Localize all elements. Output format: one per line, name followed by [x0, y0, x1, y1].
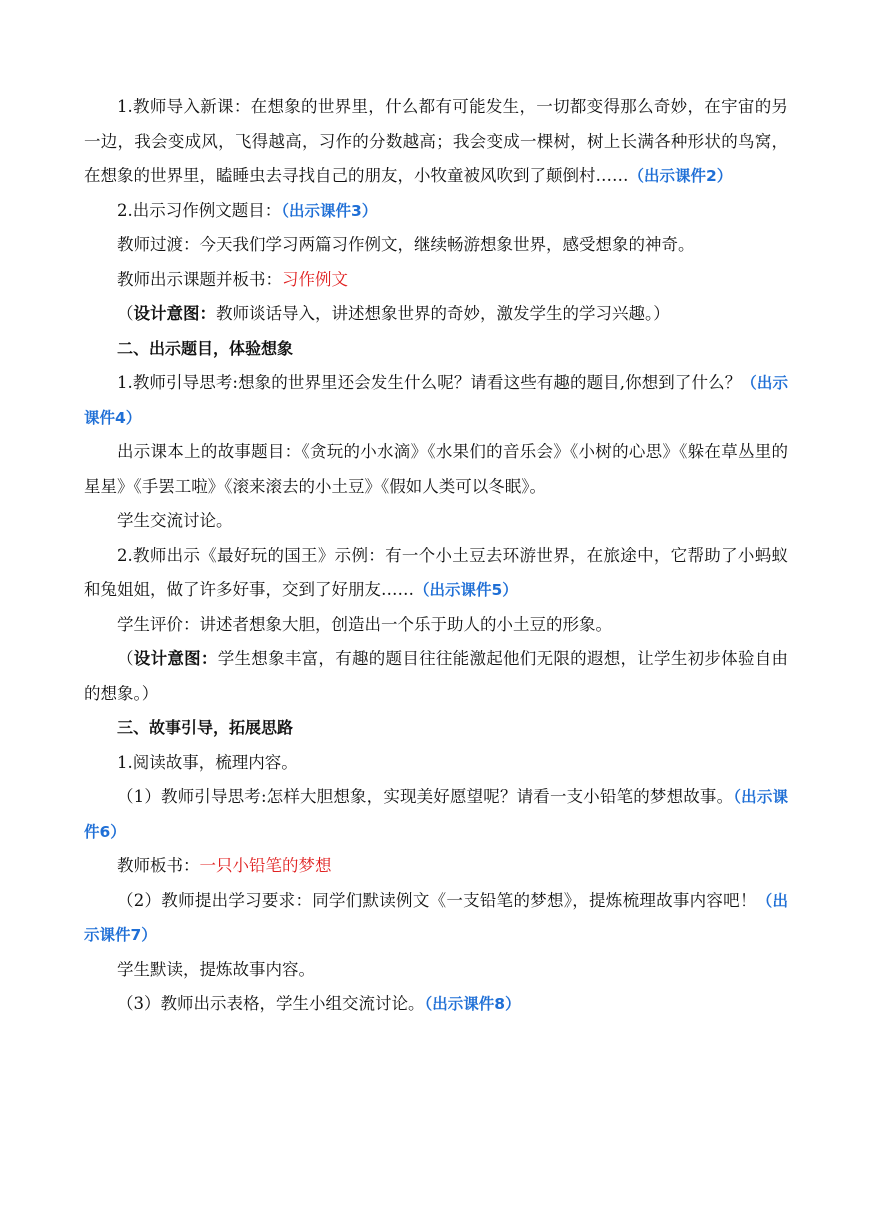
courseware-ref: （出示课件3） [281, 201, 378, 220]
courseware-ref: （出示课件7） [84, 891, 788, 944]
paragraph-pencil-story: （1）教师引导思考:怎样大胆想象，实现美好愿望呢？请看一支小铅笔的梦想故事。（出示课件6） [84, 787, 788, 841]
board-writing: 习作例文 [282, 269, 348, 289]
design-intent: （设计意图：教师谈话导入，讲述想象世界的奇妙，激发学生的学习兴趣。） [117, 304, 670, 323]
paragraph-evaluation: 学生评价：讲述者想象大胆，创造出一个乐于助人的小土豆的形象。 [117, 614, 612, 634]
section-heading: 二、出示题目，体验想象 [117, 338, 294, 358]
paragraph-intro: 1.教师导入新课：在想象的世界里，什么都有可能发生，一切都变得那么奇妙，在宇宙的另一边，我会变成风，飞得越高，习作的分数越高；我会变成一棵树，树上长满各种形状的鸟窝，在想象的世界里，瞌睡虫去寻找自己的朋友，小牧童被风吹到了颠倒村……（出示课件2） [84, 97, 788, 185]
courseware-ref: （出示课件2） [628, 167, 733, 185]
paragraph-example-title: 2.出示习作例文题目：（出示课件3） [117, 200, 378, 220]
courseware-ref: （出示课件4） [84, 374, 788, 427]
courseware-ref: （出示课件8） [424, 995, 521, 1013]
paragraph-board-title: 教师出示课题并板书：习作例文 [117, 269, 348, 289]
board-writing: 一只小铅笔的梦想 [199, 856, 332, 875]
courseware-ref: （出示课件5） [414, 581, 518, 599]
paragraph-board-pencil: 教师板书：一只小铅笔的梦想 [117, 856, 332, 875]
paragraph-silent-read: 学生默读，提炼故事内容。 [117, 959, 315, 979]
paragraph-transition: 教师过渡：今天我们学习两篇习作例文，继续畅游想象世界，感受想象的神奇。 [117, 235, 695, 254]
paragraph-table: （3）教师出示表格，学生小组交流讨论。（出示课件8） [117, 994, 521, 1013]
paragraph-story-titles: 出示课本上的故事题目：《贪玩的小水滴》《水果们的音乐会》《小树的心思》《躲在草丛里的星星》《手罢工啦》《滚来滚去的小土豆》《假如人类可以冬眠》。 [84, 442, 788, 496]
courseware-ref: （出示课件6） [84, 788, 788, 841]
design-intent: （设计意图：学生想象丰富，有趣的题目往往能激起他们无限的遐想，让学生初步体验自由的想象。） [84, 649, 789, 703]
paragraph-king-example: 2.教师出示《最好玩的国王》示例：有一个小土豆去环游世界，在旅途中，它帮助了小蚂蚁和兔姐姐，做了许多好事，交到了好朋友……（出示课件5） [84, 545, 788, 599]
section-heading: 三、故事引导，拓展思路 [117, 718, 294, 737]
paragraph-discussion: 学生交流讨论。 [117, 511, 233, 530]
paragraph-guide: 1.教师引导思考:想象的世界里还会发生什么呢？请看这些有趣的题目,你想到了什么？（出示课件4） [84, 373, 788, 427]
paragraph-requirement: （2）教师提出学习要求：同学们默读例文《一支铅笔的梦想》，提炼梳理故事内容吧！（出示课件7） [84, 890, 788, 944]
paragraph-read-story: 1.阅读故事，梳理内容。 [117, 752, 298, 772]
document-body [84, 90, 788, 1022]
